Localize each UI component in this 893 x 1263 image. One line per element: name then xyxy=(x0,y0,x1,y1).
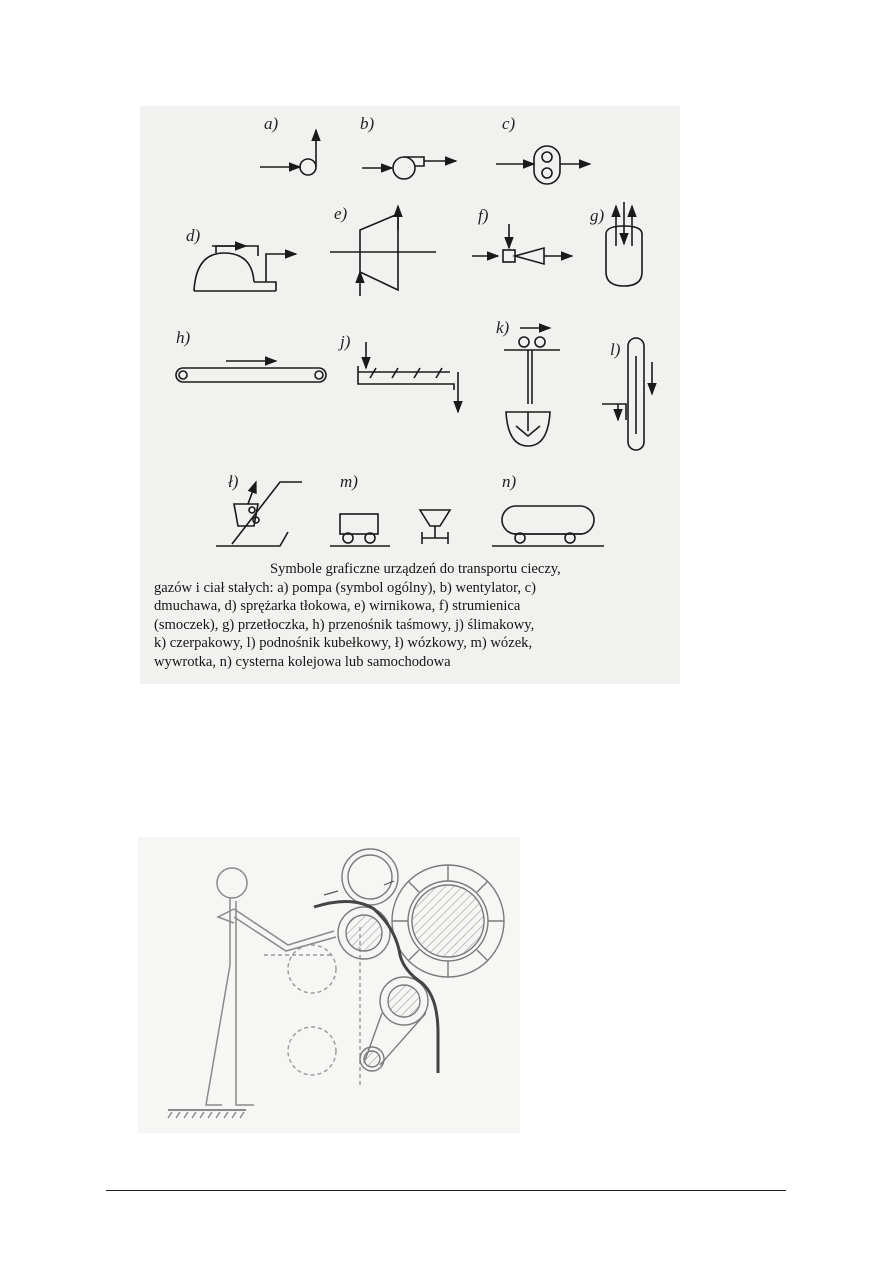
caption-line-5: k) czerpakowy, l) podnośnik kubełkowy, ł) wózkowy, m) wózek, xyxy=(154,635,533,652)
label-h: h) xyxy=(176,328,191,347)
label-e: e) xyxy=(334,204,348,223)
blower-symbol xyxy=(496,146,590,184)
label-k: k) xyxy=(496,318,510,337)
screw-conveyor-symbol xyxy=(358,342,458,412)
roller-hazard-drawing xyxy=(138,837,520,1133)
caption-line-6: wywrotka, n) cysterna kolejowa lub samochodowa xyxy=(154,653,451,670)
pressure-vessel-symbol xyxy=(606,202,642,286)
roller-hazard-figure xyxy=(138,837,520,1133)
roller-top xyxy=(342,849,398,905)
ground xyxy=(168,1110,246,1118)
tipper-symbol xyxy=(420,510,450,544)
roller-lower xyxy=(360,977,428,1071)
caption-line-2: gazów i ciał stałych: a) pompa (symbol ogólny), b) wentylator, c) xyxy=(154,579,536,596)
label-j: j) xyxy=(340,332,351,351)
piston-compressor-symbol xyxy=(194,246,296,291)
caption-line-4: (smoczek), g) przetłoczka, h) przenośnik taśmowy, j) ślimakowy, xyxy=(154,616,535,633)
label-b: b) xyxy=(360,114,375,133)
label-l2: ł) xyxy=(228,472,239,491)
label-d: d) xyxy=(186,226,201,245)
label-a: a) xyxy=(264,114,279,133)
symbols-figure xyxy=(140,106,680,684)
fan-symbol xyxy=(362,157,456,179)
label-c: c) xyxy=(502,114,516,133)
belt-conveyor-symbol xyxy=(176,361,326,382)
tank-wagon-symbol xyxy=(492,506,604,546)
footer-rule xyxy=(106,1190,786,1191)
caption-line-3: dmuchawa, d) sprężarka tłokowa, e) wirnikowa, f) strumienica xyxy=(154,598,521,615)
bucket-elevator-symbol xyxy=(504,328,560,446)
label-l: l) xyxy=(610,340,621,359)
label-f: f) xyxy=(478,206,489,225)
label-g: g) xyxy=(590,206,605,225)
roller-hatched xyxy=(338,907,390,959)
drum-roller xyxy=(392,865,504,977)
label-n: n) xyxy=(502,472,517,491)
caption-line-1: Symbole graficzne urządzeń do transportu cieczy, xyxy=(270,561,561,577)
label-m: m) xyxy=(340,472,358,491)
wagon-symbol xyxy=(330,514,390,546)
worker-figure xyxy=(206,868,336,1105)
figure-caption xyxy=(154,560,668,672)
jet-pump-symbol xyxy=(472,224,572,264)
motion-arrows xyxy=(324,881,394,895)
pump-symbol xyxy=(260,130,316,175)
